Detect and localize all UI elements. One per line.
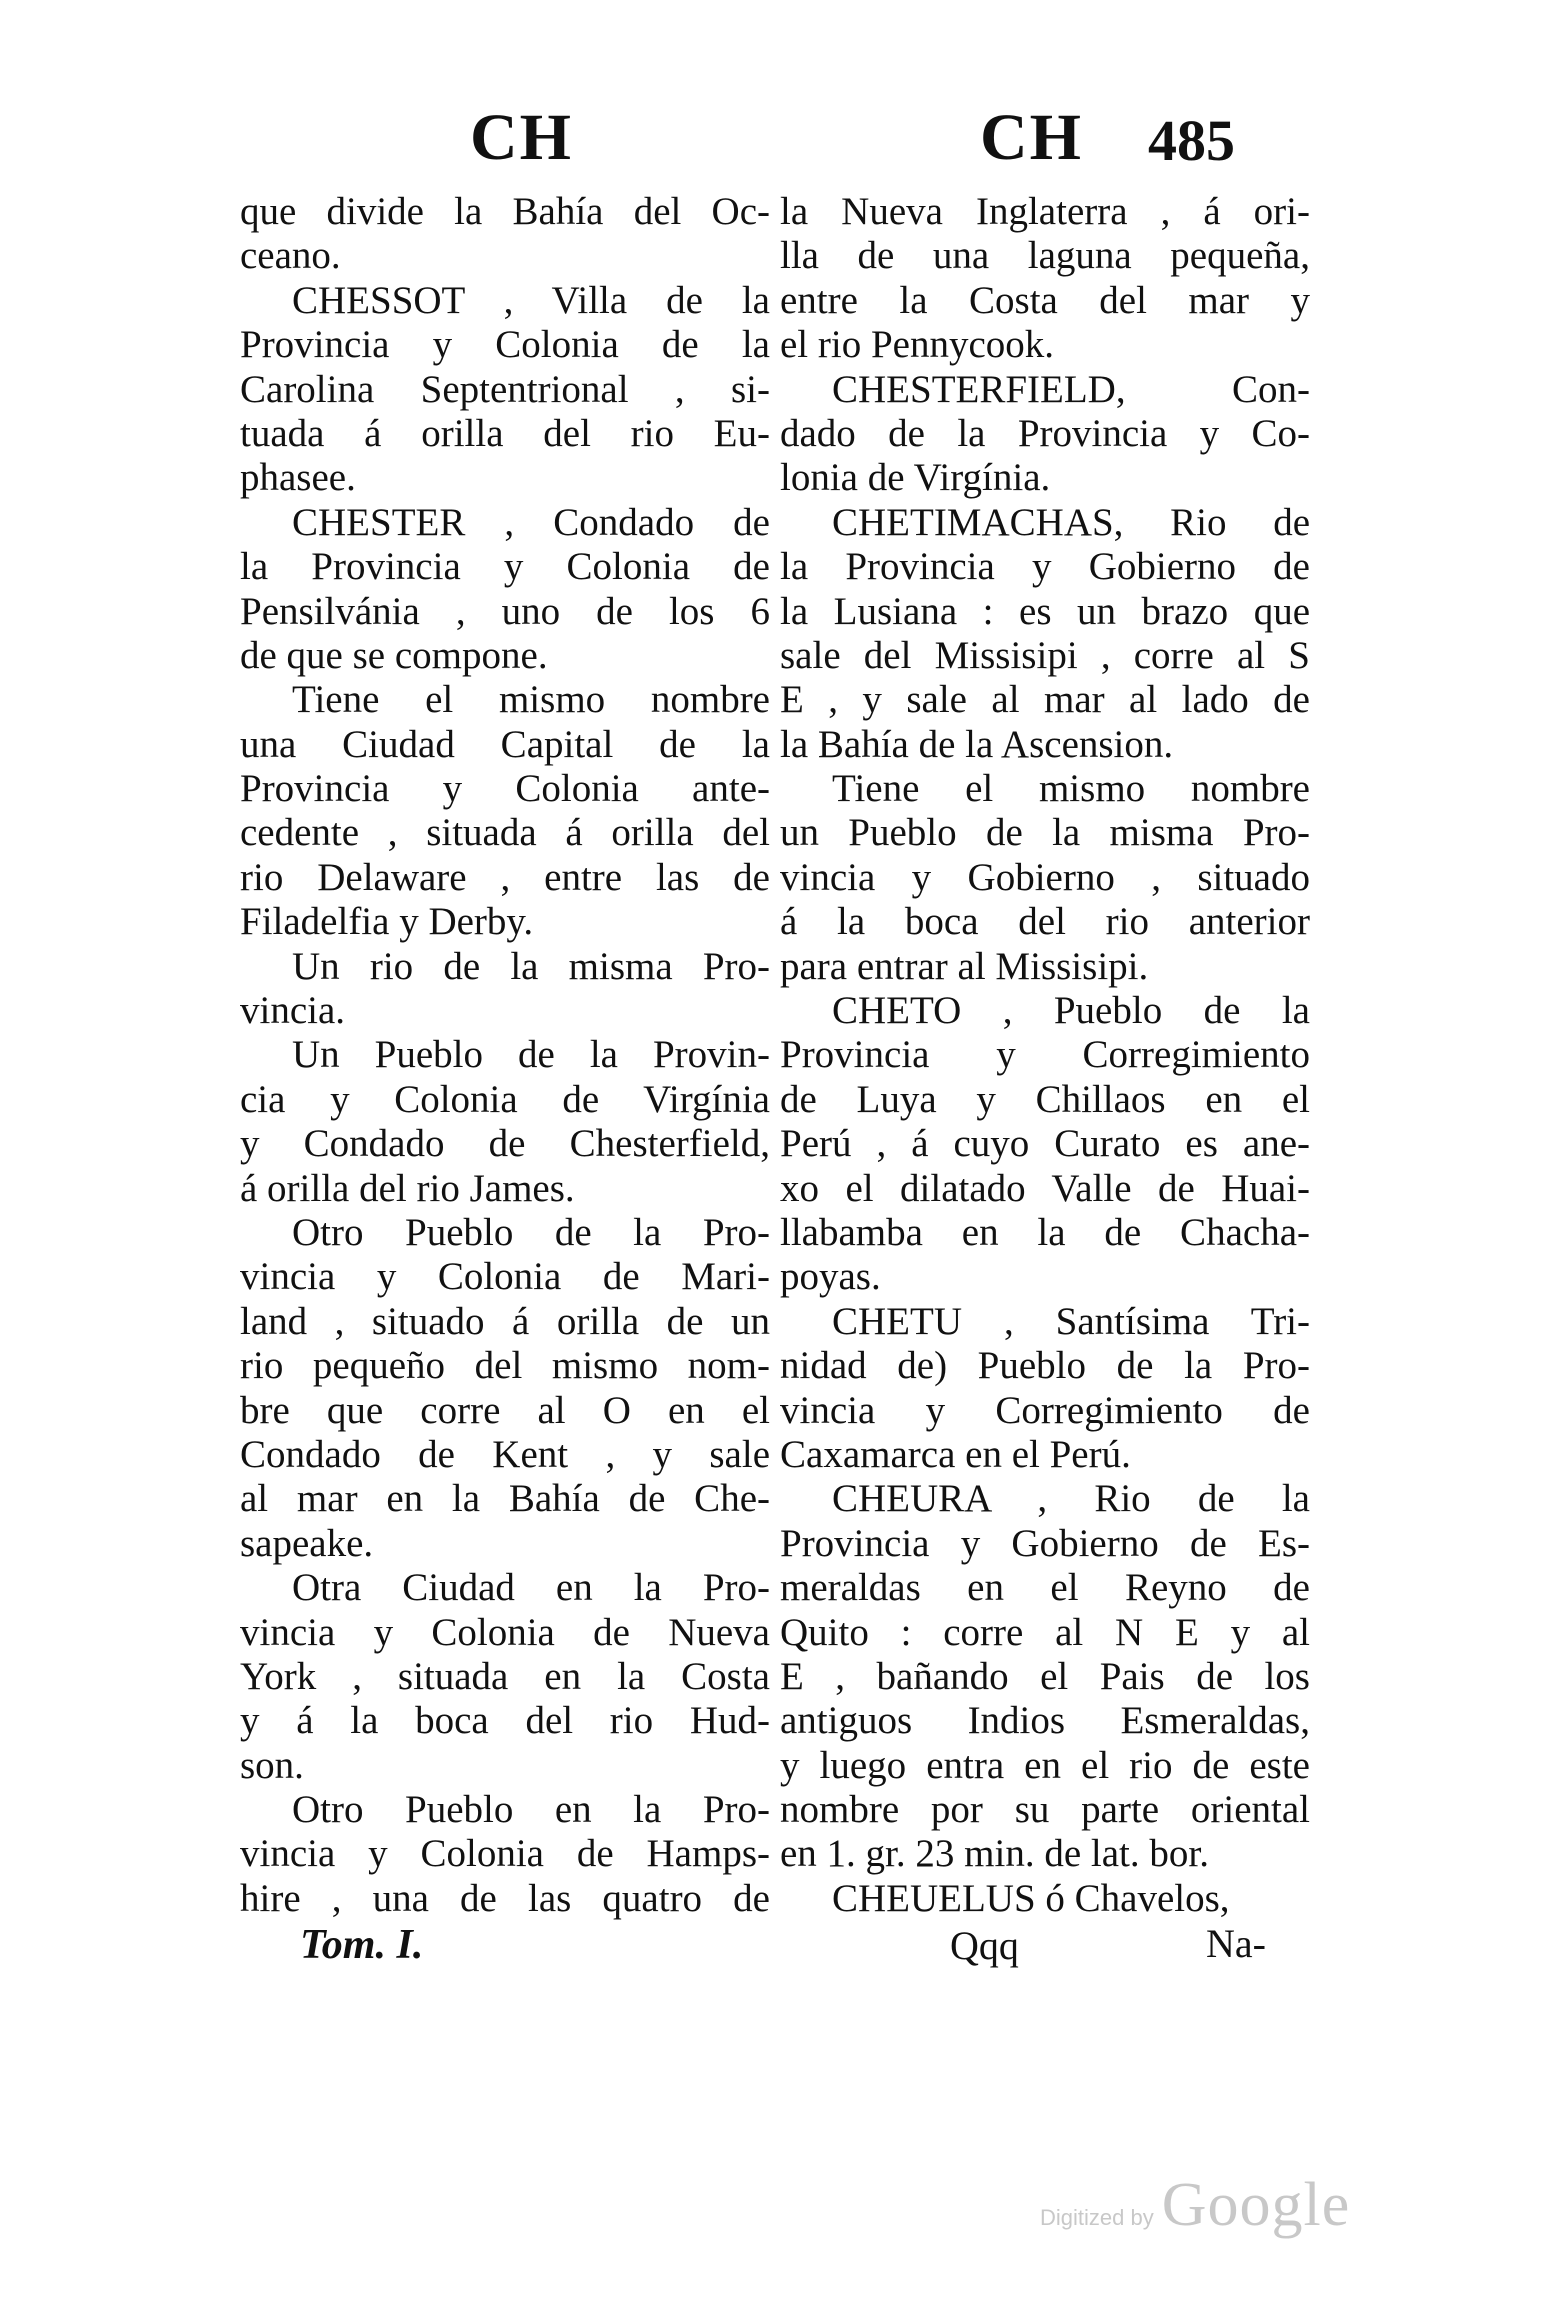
right-column-line: Tiene el mismo nombre [832,767,1310,811]
left-column-line: una Ciudad Capital de la [240,722,770,766]
left-column-line: la Provincia y Colonia de [240,545,770,589]
left-column-line: Un Pueblo de la Provin- [292,1033,770,1077]
left-column-line: CHESTER , Condado de [292,500,770,544]
right-column-line: la Nueva Inglaterra , á ori- [780,190,1310,233]
right-column-line: poyas. [780,1255,881,1299]
left-column-line: Tiene el mismo nombre [292,678,770,722]
left-column-line: son. [240,1743,304,1787]
left-column-line: land , situado á orilla de un [240,1299,770,1343]
left-column-line: y Condado de Chesterfield, [240,1122,770,1166]
right-column-line: E , bañando el Pais de los [780,1654,1310,1698]
left-column-line: York , situada en la Costa [240,1654,770,1698]
right-column-line: xo el dilatado Valle de Huai- [780,1166,1310,1210]
right-column-line: Perú , á cuyo Curato es ane- [780,1122,1310,1166]
right-column-line: CHEURA , Rio de la [832,1477,1310,1521]
right-column-line: sale del Missisipi , corre al S [780,633,1310,677]
right-column-line: la Bahía de la Ascension. [780,722,1174,766]
left-column-line: ceano. [240,234,341,278]
left-column-line: Provincia y Colonia de la [240,323,770,367]
left-column-line: Un rio de la misma Pro- [292,944,770,988]
digitized-by-text: Digitized by [1040,2205,1154,2230]
right-column-line: llabamba en la de Chacha- [780,1210,1310,1254]
right-column-line: Provincia y Gobierno de Es- [780,1521,1310,1565]
right-column-line: un Pueblo de la misma Pro- [780,811,1310,855]
right-column-line: entre la Costa del mar y [780,278,1310,322]
left-column-line: sapeake. [240,1521,374,1565]
right-column-line: CHETU , Santísima Tri- [832,1299,1310,1343]
right-column-line: para entrar al Missisipi. [780,944,1149,988]
left-column-line: Otra Ciudad en la Pro- [292,1566,770,1610]
right-column-line: la Provincia y Gobierno de [780,545,1310,589]
right-column-line: E , y sale al mar al lado de [780,678,1310,722]
right-column-line: meraldas en el Reyno de [780,1566,1310,1610]
right-column-line: de Luya y Chillaos en el [780,1077,1310,1121]
signature-mark: Qqq [950,1923,1019,1968]
left-column-line: á orilla del rio James. [240,1166,575,1210]
left-column-line: vincia y Colonia de Nueva [240,1610,770,1654]
left-column [240,190,770,1921]
volume-label: Tom. I. [300,1922,424,1968]
right-column-line: CHESTERFIELD, Con- [832,367,1310,411]
left-column-line: Otro Pueblo de la Pro- [292,1210,770,1254]
digitized-watermark [1040,2170,1350,2241]
left-column-line: vincia y Colonia de Hamps- [240,1832,770,1876]
right-column-line: la Lusiana : es un brazo que [780,589,1310,633]
right-column-line: CHETIMACHAS, Rio de [832,500,1310,544]
google-logo: Google [1161,2171,1351,2239]
right-column-line: CHETO , Pueblo de la [832,989,1310,1033]
left-column-line: Carolina Septentrional , si- [240,367,770,411]
right-column-line: lla de una laguna pequeña, [780,234,1310,278]
left-column-line: vincia. [240,989,346,1033]
left-column-line: Otro Pueblo en la Pro- [292,1788,770,1832]
right-column-line: en 1. gr. 23 min. de lat. bor. [780,1832,1209,1876]
catchword: Na- [1206,1921,1266,1966]
left-column-line: hire , una de las quatro de [240,1876,770,1920]
left-column-line: de que se compone. [240,633,548,677]
page-number: 485 [1148,108,1235,173]
right-column-line: vincia y Corregimiento de [780,1388,1310,1432]
left-column-line: rio Delaware , entre las de [240,855,770,899]
left-column-line: phasee. [240,456,356,500]
left-column-line: Pensilvánia , uno de los 6 [240,589,770,633]
right-column-line: antiguos Indios Esmeraldas, [780,1699,1310,1743]
left-column-line: al mar en la Bahía de Che- [240,1477,770,1521]
right-column-line: nidad de) Pueblo de la Pro- [780,1344,1310,1388]
right-column-line: CHEUELUS ó Chavelos, [832,1876,1230,1920]
right-column-line: lonia de Virgínia. [780,456,1051,500]
left-column-line: que divide la Bahía del Oc- [240,190,770,233]
right-column-line: Provincia y Corregimiento [780,1033,1310,1077]
left-column-line: CHESSOT , Villa de la [292,278,770,322]
right-column-line: el rio Pennycook. [780,323,1055,367]
left-column-line: bre que corre al O en el [240,1388,770,1432]
left-column-line: tuada á orilla del rio Eu- [240,411,770,455]
right-column-line: Quito : corre al N E y al [780,1610,1310,1654]
right-column-line: Caxamarca en el Perú. [780,1432,1131,1476]
left-column-line: vincia y Colonia de Mari- [240,1255,770,1299]
left-column-line: Filadelfia y Derby. [240,900,534,944]
right-column-line: nombre por su parte oriental [780,1788,1310,1832]
running-head-right: CH [980,101,1083,174]
running-head-left: CH [470,101,573,174]
left-column-line: cedente , situada á orilla del [240,811,770,855]
right-column [780,190,1310,1921]
right-column-line: dado de la Provincia y Co- [780,411,1310,455]
right-column-line: vincia y Gobierno , situado [780,855,1310,899]
left-column-line: cia y Colonia de Virgínia [240,1077,770,1121]
left-column-line: rio pequeño del mismo nom- [240,1344,770,1388]
right-column-line: á la boca del rio anterior [780,900,1310,944]
left-column-line: Condado de Kent , y sale [240,1432,770,1476]
left-column-line: y á la boca del rio Hud- [240,1699,770,1743]
right-column-line: y luego entra en el rio de este [780,1743,1310,1787]
left-column-line: Provincia y Colonia ante- [240,767,770,811]
